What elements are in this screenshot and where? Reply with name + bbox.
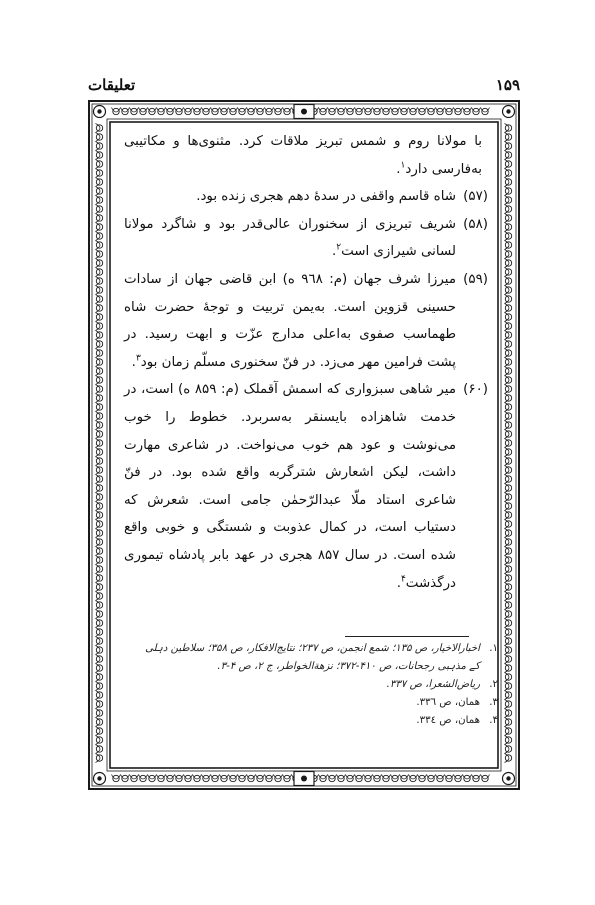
frame-knot	[96, 611, 102, 617]
frame-knot	[505, 521, 511, 527]
frame-knot	[505, 755, 511, 761]
frame-knot	[505, 629, 511, 635]
frame-knot	[96, 755, 102, 761]
page-number: ۱۵۹	[495, 76, 520, 94]
frame-knot	[505, 530, 511, 536]
frame-knot	[347, 775, 353, 781]
frame-knot	[96, 404, 102, 410]
frame-knot	[96, 584, 102, 590]
frame-knot	[96, 314, 102, 320]
frame-knot	[96, 665, 102, 671]
frame-knot	[505, 350, 511, 356]
footnote-number: ۳.	[489, 697, 498, 708]
footnote-ref: ۳	[135, 353, 141, 364]
frame-knot	[230, 775, 236, 781]
entry-59: (۵۹) میرزا شرف جهان (م: ۹٦۸ ه) ابن قاضی جهان از سادات حسینی قزوین است. به‌یمن تربیت و توجهٔ حضرت شاه طهماسب صفوی به‌اعلی مدارج عزّت و ابهت رسید. در پشت فرامین مهر می‌زد. در فنّ سخنوری مسلّم زمان بود$^۳$.	[124, 266, 488, 376]
frame-knot	[505, 494, 511, 500]
frame-knot	[257, 108, 263, 114]
frame-knot	[505, 467, 511, 473]
frame-knot	[505, 188, 511, 194]
frame-knot	[140, 108, 146, 114]
frame-knot	[96, 368, 102, 374]
frame-knot	[505, 359, 511, 365]
frame-knot	[505, 143, 511, 149]
frame-knot	[96, 494, 102, 500]
frame-knot	[96, 287, 102, 293]
frame-knot	[505, 746, 511, 752]
frame-knot	[505, 458, 511, 464]
frame-knot	[96, 152, 102, 158]
frame-knot	[419, 775, 425, 781]
frame-knot	[185, 108, 191, 114]
frame-knot	[505, 125, 511, 131]
frame-knot	[96, 134, 102, 140]
frame-medallion-dot	[301, 109, 307, 115]
frame-knot	[96, 512, 102, 518]
frame-knot	[176, 108, 182, 114]
frame-knot	[96, 656, 102, 662]
frame-knot	[203, 775, 209, 781]
entry-text: شریف تبریزی از سخنوران عالی‌قدر بود و شاگرد مولانا لسانی شیرازی است	[124, 216, 456, 260]
frame-knot	[505, 152, 511, 158]
frame-knot	[505, 395, 511, 401]
frame-knot	[96, 647, 102, 653]
frame-knot	[96, 332, 102, 338]
frame-knot	[96, 377, 102, 383]
frame-knot	[96, 278, 102, 284]
frame-knot	[194, 775, 200, 781]
frame-knot	[329, 775, 335, 781]
frame-knot	[505, 332, 511, 338]
frame-knot	[505, 593, 511, 599]
frame-knot	[131, 775, 137, 781]
frame-knot	[505, 656, 511, 662]
frame-knot	[96, 125, 102, 131]
frame-knot	[356, 775, 362, 781]
frame-knot	[505, 377, 511, 383]
frame-knot	[96, 728, 102, 734]
frame-knot	[505, 476, 511, 482]
frame-knot	[239, 775, 245, 781]
footnote-4	[112, 712, 498, 730]
frame-knot	[505, 548, 511, 554]
frame-knot	[248, 775, 254, 781]
main-text	[124, 128, 488, 597]
frame-knot	[266, 775, 272, 781]
frame-knot	[505, 692, 511, 698]
frame-knot	[401, 108, 407, 114]
frame-knot	[505, 197, 511, 203]
frame-knot	[221, 775, 227, 781]
frame-knot	[149, 775, 155, 781]
frame-knot	[347, 108, 353, 114]
footnote-line: ریاض‌الشعرا، ص ۳۳۷.	[386, 679, 480, 690]
footnote-line: همان، ص ۳۳٦.	[416, 697, 480, 708]
frame-knot	[96, 548, 102, 554]
frame-knot	[194, 108, 200, 114]
footnote-ref: ۴	[400, 574, 406, 585]
frame-knot	[122, 108, 128, 114]
frame-knot	[96, 323, 102, 329]
frame-knot	[505, 269, 511, 275]
frame-knot	[96, 305, 102, 311]
frame-knot	[505, 449, 511, 455]
frame-knot	[96, 440, 102, 446]
frame-knot	[239, 108, 245, 114]
frame-knot	[96, 296, 102, 302]
frame-knot	[338, 775, 344, 781]
frame-knot	[96, 710, 102, 716]
frame-knot	[437, 108, 443, 114]
frame-knot	[505, 305, 511, 311]
frame-knot	[505, 404, 511, 410]
frame-knot	[505, 512, 511, 518]
frame-knot	[96, 467, 102, 473]
frame-knot	[482, 775, 488, 781]
frame-knot	[338, 108, 344, 114]
frame-knot	[505, 287, 511, 293]
frame-knot	[320, 108, 326, 114]
frame-knot	[113, 775, 119, 781]
frame-knot	[96, 161, 102, 167]
frame-knot	[320, 775, 326, 781]
frame-knot	[212, 108, 218, 114]
frame-knot	[437, 775, 443, 781]
frame-knot	[158, 108, 164, 114]
frame-knot	[329, 108, 335, 114]
frame-knot	[505, 368, 511, 374]
frame-knot	[505, 539, 511, 545]
frame-knot	[374, 108, 380, 114]
frame-knot	[505, 566, 511, 572]
frame-knot	[410, 108, 416, 114]
frame-knot	[284, 775, 290, 781]
frame-knot	[122, 775, 128, 781]
frame-knot	[505, 440, 511, 446]
frame-knot	[464, 775, 470, 781]
frame-knot	[505, 431, 511, 437]
footnote-separator	[345, 636, 469, 637]
frame-knot	[505, 665, 511, 671]
frame-knot	[203, 108, 209, 114]
frame-knot	[96, 521, 102, 527]
frame-knot	[374, 775, 380, 781]
frame-knot	[383, 775, 389, 781]
frame-knot	[383, 108, 389, 114]
frame-knot	[505, 233, 511, 239]
frame-knot	[473, 775, 479, 781]
entry-number: (۵۷)	[463, 189, 488, 205]
frame-knot	[96, 539, 102, 545]
frame-knot	[96, 350, 102, 356]
entry-number: (۵۸)	[463, 216, 488, 232]
frame-knot	[185, 775, 191, 781]
frame-knot	[505, 251, 511, 257]
frame-knot	[455, 775, 461, 781]
footnote-2	[112, 676, 498, 694]
frame-knot	[505, 638, 511, 644]
frame-knot	[96, 431, 102, 437]
frame-knot	[221, 108, 227, 114]
frame-knot	[96, 206, 102, 212]
frame-knot	[505, 413, 511, 419]
frame-knot	[505, 683, 511, 689]
frame-knot	[505, 341, 511, 347]
frame-knot	[96, 188, 102, 194]
frame-knot	[248, 108, 254, 114]
frame-corner-dot	[506, 776, 510, 780]
frame-knot	[482, 108, 488, 114]
frame-knot	[505, 710, 511, 716]
footnotes	[112, 640, 498, 730]
frame-knot	[167, 108, 173, 114]
frame-knot	[505, 215, 511, 221]
frame-knot	[96, 170, 102, 176]
footnote-number: ۲.	[489, 679, 498, 690]
frame-knot	[96, 530, 102, 536]
entry-57	[124, 183, 488, 211]
frame-knot	[505, 737, 511, 743]
frame-knot	[96, 719, 102, 725]
frame-knot	[96, 692, 102, 698]
frame-knot	[473, 108, 479, 114]
frame-knot	[419, 108, 425, 114]
frame-knot	[505, 314, 511, 320]
frame-knot	[464, 108, 470, 114]
frame-knot	[96, 620, 102, 626]
footnote-3	[112, 694, 498, 712]
frame-medallion-dot	[301, 776, 307, 782]
frame-knot	[505, 323, 511, 329]
frame-knot	[505, 242, 511, 248]
frame-knot	[96, 422, 102, 428]
frame-knot	[505, 485, 511, 491]
frame-knot	[446, 775, 452, 781]
frame-knot	[96, 701, 102, 707]
frame-knot	[96, 485, 102, 491]
frame-knot	[284, 108, 290, 114]
frame-knot	[140, 775, 146, 781]
footnote-number: ۴.	[489, 715, 498, 726]
frame-knot	[455, 108, 461, 114]
frame-knot	[505, 386, 511, 392]
frame-knot	[176, 775, 182, 781]
frame-knot	[96, 737, 102, 743]
frame-knot	[96, 449, 102, 455]
frame-knot	[392, 775, 398, 781]
frame-knot	[505, 503, 511, 509]
frame-knot	[96, 197, 102, 203]
frame-knot	[505, 161, 511, 167]
frame-knot	[96, 413, 102, 419]
entry-text: شاه قاسم واقفی در سدهٔ دهم هجری زنده بود.	[196, 189, 456, 205]
frame-knot	[96, 224, 102, 230]
frame-knot	[96, 215, 102, 221]
frame-knot	[96, 674, 102, 680]
frame-knot	[96, 476, 102, 482]
frame-corner-dot	[97, 776, 101, 780]
frame-knot	[365, 775, 371, 781]
frame-knot	[212, 775, 218, 781]
frame-knot	[149, 108, 155, 114]
frame-knot	[96, 269, 102, 275]
frame-knot	[96, 629, 102, 635]
footnote-ref: ۱	[400, 160, 406, 171]
frame-knot	[266, 108, 272, 114]
frame-knot	[96, 260, 102, 266]
frame-knot	[96, 638, 102, 644]
frame-knot	[275, 775, 281, 781]
frame-knot	[96, 746, 102, 752]
frame-knot	[505, 206, 511, 212]
frame-knot	[96, 386, 102, 392]
frame-knot	[96, 242, 102, 248]
frame-knot	[505, 557, 511, 563]
frame-corner-dot	[506, 109, 510, 113]
frame-knot	[505, 179, 511, 185]
frame-knot	[96, 566, 102, 572]
frame-knot	[96, 395, 102, 401]
frame-knot	[275, 108, 281, 114]
frame-knot	[505, 224, 511, 230]
frame-knot	[356, 108, 362, 114]
footnote-line: همان، ص ۳۳٤.	[416, 715, 480, 726]
frame-knot	[428, 775, 434, 781]
frame-knot	[505, 134, 511, 140]
frame-knot	[96, 341, 102, 347]
frame-knot	[96, 143, 102, 149]
page-header	[88, 76, 520, 100]
footnote-1	[112, 640, 498, 676]
frame-knot	[505, 278, 511, 284]
running-title: تعلیقات	[88, 76, 136, 94]
frame-knot	[96, 575, 102, 581]
frame-knot	[230, 108, 236, 114]
frame-knot	[446, 108, 452, 114]
frame-knot	[96, 593, 102, 599]
frame-knot	[96, 503, 102, 509]
frame-knot	[428, 108, 434, 114]
frame-knot	[410, 775, 416, 781]
frame-knot	[505, 296, 511, 302]
footnote-number: ۱.	[489, 643, 498, 654]
frame-knot	[365, 108, 371, 114]
frame-knot	[96, 602, 102, 608]
frame-knot	[505, 170, 511, 176]
footnote-ref: ۲	[336, 242, 342, 253]
frame-knot	[505, 674, 511, 680]
frame-knot	[505, 620, 511, 626]
frame-knot	[505, 575, 511, 581]
frame-knot	[96, 359, 102, 365]
frame-knot	[257, 775, 263, 781]
frame-corner-dot	[97, 109, 101, 113]
entry-number: (۵۹)	[463, 271, 488, 287]
frame-knot	[505, 584, 511, 590]
frame-knot	[505, 728, 511, 734]
frame-knot	[505, 719, 511, 725]
frame-knot	[505, 647, 511, 653]
frame-knot	[96, 179, 102, 185]
frame-knot	[96, 233, 102, 239]
entry-58: (۵۸) شریف تبریزی از سخنوران عالی‌قدر بود و شاگرد مولانا لسانی شیرازی است$^۲$.	[124, 211, 488, 266]
paragraph-continuation: با مولانا روم و شمس تبریز ملاقات کرد. مثنوی‌ها و مکاتیبی به‌فارسی دارد$^۱$.	[124, 134, 482, 177]
frame-knot	[113, 108, 119, 114]
entry-text: میرزا شرف جهان (م: ۹٦۸ ه) ابن قاضی جهان از سادات حسینی قزوین است. به‌یمن تربیت و توجهٔ حضرت شاه طهماسب صفوی به‌اعلی مدارج عزّت و ابهت رسید. در پشت فرامین مهر می‌زد. در فنّ سخنوری مسلّم زمان بود	[124, 271, 456, 370]
footnote-line: اخبارالاخیار، ص ۱۳۵؛ شمع انجمن، ص ۲۳۷؛ نتایج‌الافکار، ص ۳۵۸؛ سلاطین دہلی	[145, 643, 480, 654]
entry-60: (۶۰) میر شاهی سبزواری که اسمش آقملک (م: ۸۵۹ ه) است، در خدمت شاهزاده بایسنقر به‌سربرد. خطوط را خوب می‌نوشت و عود هم خوب می‌نواخت. در شاعری مهارت داشت، لیکن اشعارش شترگربه واقع شده بود. در فنّ شاعری استاد ملّا عبدالرّحمٰن جامی است. شعرش که دستیاب است، در کمال عذوبت و شستگی و خوبی واقع شده است. در سال ۸۵۷ هجری در عهد بابر پادشاه تیموری درگذشت$^۴$.	[124, 376, 488, 597]
frame-knot	[131, 108, 137, 114]
frame-knot	[96, 458, 102, 464]
entry-number: (۶۰)	[463, 382, 488, 398]
frame-knot	[401, 775, 407, 781]
frame-knot	[96, 251, 102, 257]
frame-knot	[167, 775, 173, 781]
footnote-line: کے مذہبی رجحانات، ص ۴۱۰-۳۷۲؛ نزهةالخواطر، ج ۲، ص ۴-۳.	[217, 661, 480, 672]
frame-knot	[505, 611, 511, 617]
entry-text: میر شاهی سبزواری که اسمش آقملک (م: ۸۵۹ ه) است، در خدمت شاهزاده بایسنقر به‌سربرد. خطوط را خوب می‌نوشت و عود هم خوب می‌نواخت. در شاعری مهارت داشت، لیکن اشعارش شترگربه واقع شده بود. در فنّ شاعری استاد ملّا عبدالرّحمٰن جامی است. شعرش که دستیاب است، در کمال عذوبت و شستگی و خوبی واقع شده است. در سال ۸۵۷ هجری در عهد بابر پادشاه تیموری درگذشت	[124, 382, 456, 591]
frame-knot	[392, 108, 398, 114]
frame-knot	[505, 602, 511, 608]
frame-knot	[96, 557, 102, 563]
frame-knot	[505, 422, 511, 428]
frame-knot	[96, 683, 102, 689]
frame-knot	[158, 775, 164, 781]
frame-knot	[505, 701, 511, 707]
frame-knot	[505, 260, 511, 266]
